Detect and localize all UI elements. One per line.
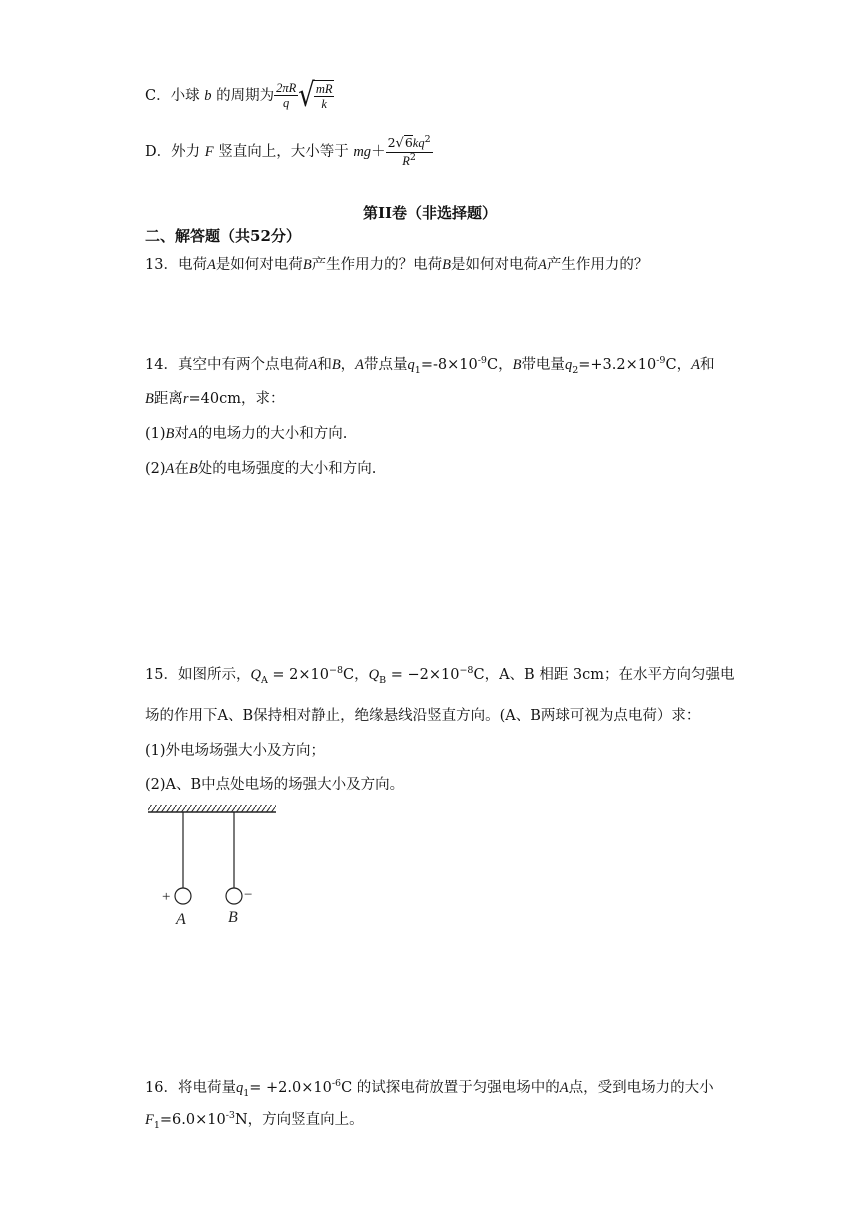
option-c: C．小球 b 的周期为 $\frac{2\pi R}{q}$ √ $\frac{mR}{k}$ — [145, 77, 333, 115]
question-13: 13．电荷A是如何对电荷B产生作用力的？电荷B是如何对电荷A产生作用力的？ — [145, 257, 649, 273]
charge-minus: − — [244, 887, 253, 903]
ceiling-support — [148, 805, 276, 812]
label-a: A — [176, 911, 186, 928]
option-d: D．外力 F 竖直向上，大小等于 mg＋ $\frac{2√6kq^2}{R^2}$ — [145, 134, 431, 169]
question-14-part1: (1)B对A的电场力的大小和方向. — [145, 426, 348, 442]
section-heading: 二、解答题（共52分） — [145, 227, 301, 245]
question-15-line1: 15．如图所示，$Q_A = 2\times 10^{-8}C$，$Q_B = -2\times 10^{-8}C$，A、B 相距 3cm；在水平方向匀强电 — [145, 665, 735, 686]
force-fraction: $\frac{2√6kq^2}{R^2}$ — [387, 134, 431, 169]
question-14-part2: (2)A在B处的电场强度的大小和方向. — [145, 461, 377, 477]
period-sqrt: √ $\frac{mR}{k}$ — [298, 77, 333, 115]
section-title: 第II卷（非选择题） — [362, 204, 498, 222]
period-fraction: $\frac{2\pi R}{q}$ — [276, 81, 297, 111]
pendulum-figure — [140, 800, 290, 930]
question-14-line2: B距离r=40cm，求： — [145, 391, 285, 407]
ball-a — [175, 888, 191, 904]
question-15-line2: 场的作用下A、B保持相对静止，绝缘悬线沿竖直方向。(A、B两球可视为点电荷）求： — [145, 708, 701, 724]
question-16-line2: $F_1=6.0\times 10^{-3}N$，方向竖直向上。 — [145, 1110, 364, 1131]
question-15-part1: (1)外电场场强大小及方向； — [145, 743, 326, 759]
question-15-part2: (2)A、B中点处电场的场强大小及方向。 — [145, 777, 405, 793]
question-14-line1: 14．真空中有两个点电荷A和B，A带点量$q_1=-8\times 10^{-9}C$，B带电量$q_2=+3.2\times 10^{-9}C$，A和 — [145, 355, 715, 376]
charge-plus: + — [162, 889, 171, 905]
question-16-line1: 16．将电荷量$q_1= +2.0\times 10^{-6}C$ 的试探电荷放置于匀强电场中的A点，受到电场力的大小 — [145, 1078, 714, 1099]
label-b: B — [228, 909, 238, 926]
ball-b — [226, 888, 242, 904]
